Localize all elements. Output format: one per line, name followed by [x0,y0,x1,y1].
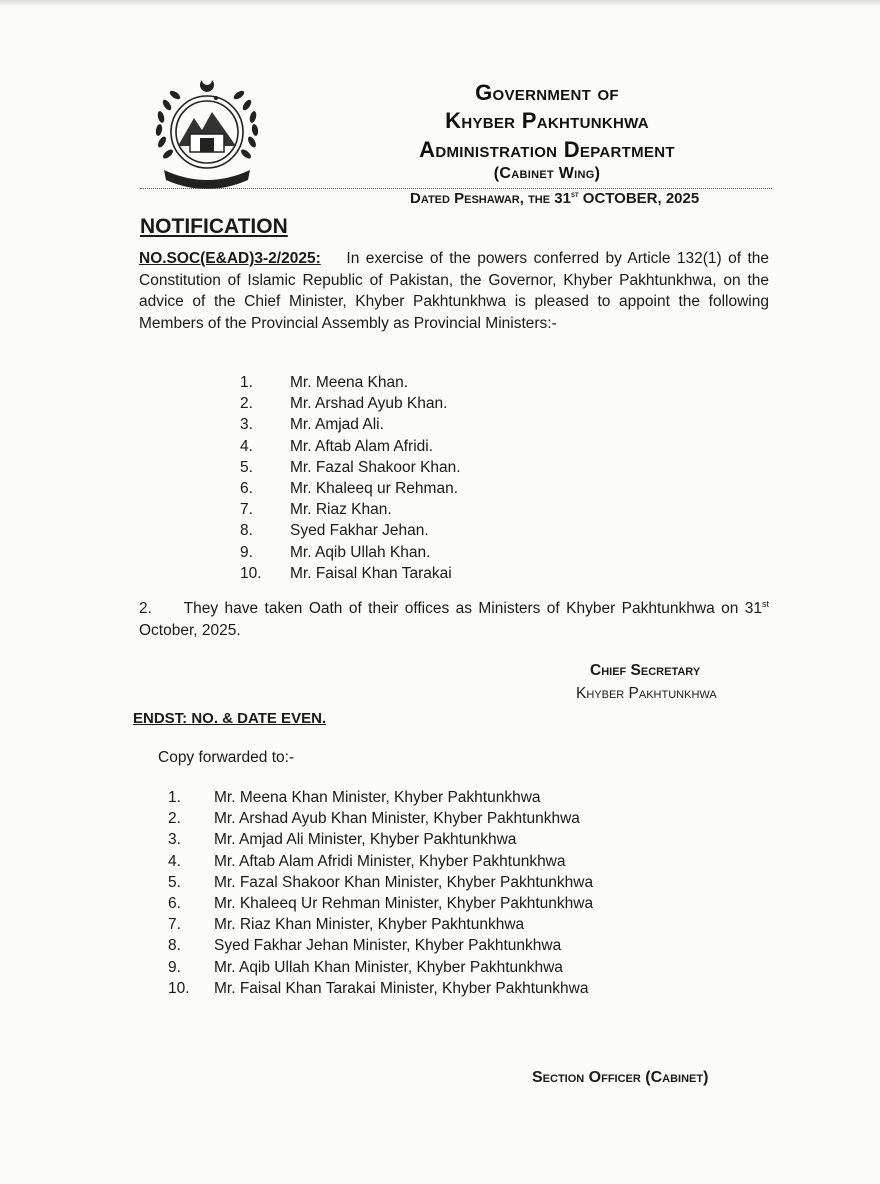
list-number: 6. [240,479,253,497]
list-number: 7. [168,916,181,934]
list-number: 1. [240,374,253,391]
list-number: 3. [240,416,253,434]
copy-recipient: Syed Fakhar Jehan Minister, Khyber Pakhtunkhwa [214,937,562,955]
oath-lead: 2. They have taken Oath of their offices as Ministers of Khyber Pakhtunkhwa on 31 [139,600,762,617]
copy-recipient: Mr. Faisal Khan Tarakai Minister, Khyber Pakhtunkhwa [214,979,589,997]
list-number: 2. [168,810,181,828]
header-province: Khyber Pakhtunkhwa [445,108,649,133]
minister-name: Mr. Meena Khan. [290,374,409,391]
header-wing: (Cabinet Wing) [493,165,601,182]
notification-title: NOTIFICATION [140,215,288,238]
oath-sup: st [761,598,769,609]
copy-recipient: Mr. Fazal Shakoor Khan Minister, Khyber Pakhtunkhwa [214,873,594,891]
signature-province: Khyber Pakhtunkhwa [576,685,717,702]
copy-recipient: Mr. Riaz Khan Minister, Khyber Pakhtunkhwa [214,916,525,934]
copy-recipient: Mr. Aftab Alam Afridi Minister, Khyber Pakhtunkhwa [214,852,566,870]
minister-name: Mr. Riaz Khan. [290,501,392,519]
list-number: 5. [168,873,181,891]
list-number: 8. [240,522,253,540]
minister-name: Mr. Khaleeq ur Rehman. [290,479,459,497]
copy-recipient: Mr. Aqib Ullah Khan Minister, Khyber Pakhtunkhwa [214,958,563,976]
list-number: 9. [168,958,181,976]
copy-recipient: Mr. Arshad Ayub Khan Minister, Khyber Pakhtunkhwa [214,810,580,828]
minister-name: Mr. Faisal Khan Tarakai [290,564,452,582]
dated-prefix: Dated Peshawar, the 31 [410,190,571,207]
dated-suffix: OCTOBER, 2025 [578,190,700,207]
page-edge [0,0,880,6]
list-number: 4. [168,852,181,870]
header-government: Government of [475,80,619,105]
list-number: 1. [168,789,181,806]
list-number: 8. [168,937,181,955]
list-number: 7. [240,501,253,519]
endorsement-heading: ENDST: NO. & DATE EVEN. [133,710,327,727]
notification-number: NO.SOC(E&AD)3-2/2025: [139,250,321,267]
dated-line [410,190,699,207]
oath-paragraph [139,598,769,641]
list-number: 6. [168,894,181,912]
copy-forwarded: Copy forwarded to:- [158,749,295,766]
dated-sup: st [570,189,579,199]
notification-paragraph [139,248,769,334]
copy-recipient: Mr. Khaleeq Ur Rehman Minister, Khyber Pakhtunkhwa [214,894,594,912]
government-emblem-icon [142,72,272,194]
list-number: 2. [240,395,253,413]
header-department: Administration Department [419,137,675,162]
list-number: 9. [240,543,253,561]
minister-name: Mr. Arshad Ayub Khan. [290,395,448,413]
list-number: 10. [240,564,262,582]
header-divider [140,188,772,189]
notification-body: In exercise of the powers conferred by Article 132(1) of the Constitution of Islamic Republic of Pakistan, the Governor, Khyber Pakhtunkhwa, on the advice of the Chief Minister, Khyber Pakhtunkhwa is pleased to appoint the following Members of the Provincial Assembly as Provincial Ministers:- [139,250,769,332]
list-number: 3. [168,831,181,849]
copy-recipient: Mr. Amjad Ali Minister, Khyber Pakhtunkhwa [214,831,517,849]
list-number: 10. [168,979,190,997]
minister-name: Mr. Aftab Alam Afridi. [290,437,434,455]
list-number: 4. [240,437,253,455]
minister-name: Mr. Fazal Shakoor Khan. [290,458,461,476]
minister-name: Mr. Amjad Ali. [290,416,384,434]
minister-name: Mr. Aqib Ullah Khan. [290,543,431,561]
signature-title: Chief Secretary [590,662,701,679]
copy-recipient: Mr. Meena Khan Minister, Khyber Pakhtunkhwa [214,789,541,806]
minister-name: Syed Fakhar Jehan. [290,522,429,540]
oath-tail: October, 2025. [139,621,241,639]
section-officer-signature: Section Officer (Cabinet) [532,1069,709,1086]
list-number: 5. [240,458,253,476]
